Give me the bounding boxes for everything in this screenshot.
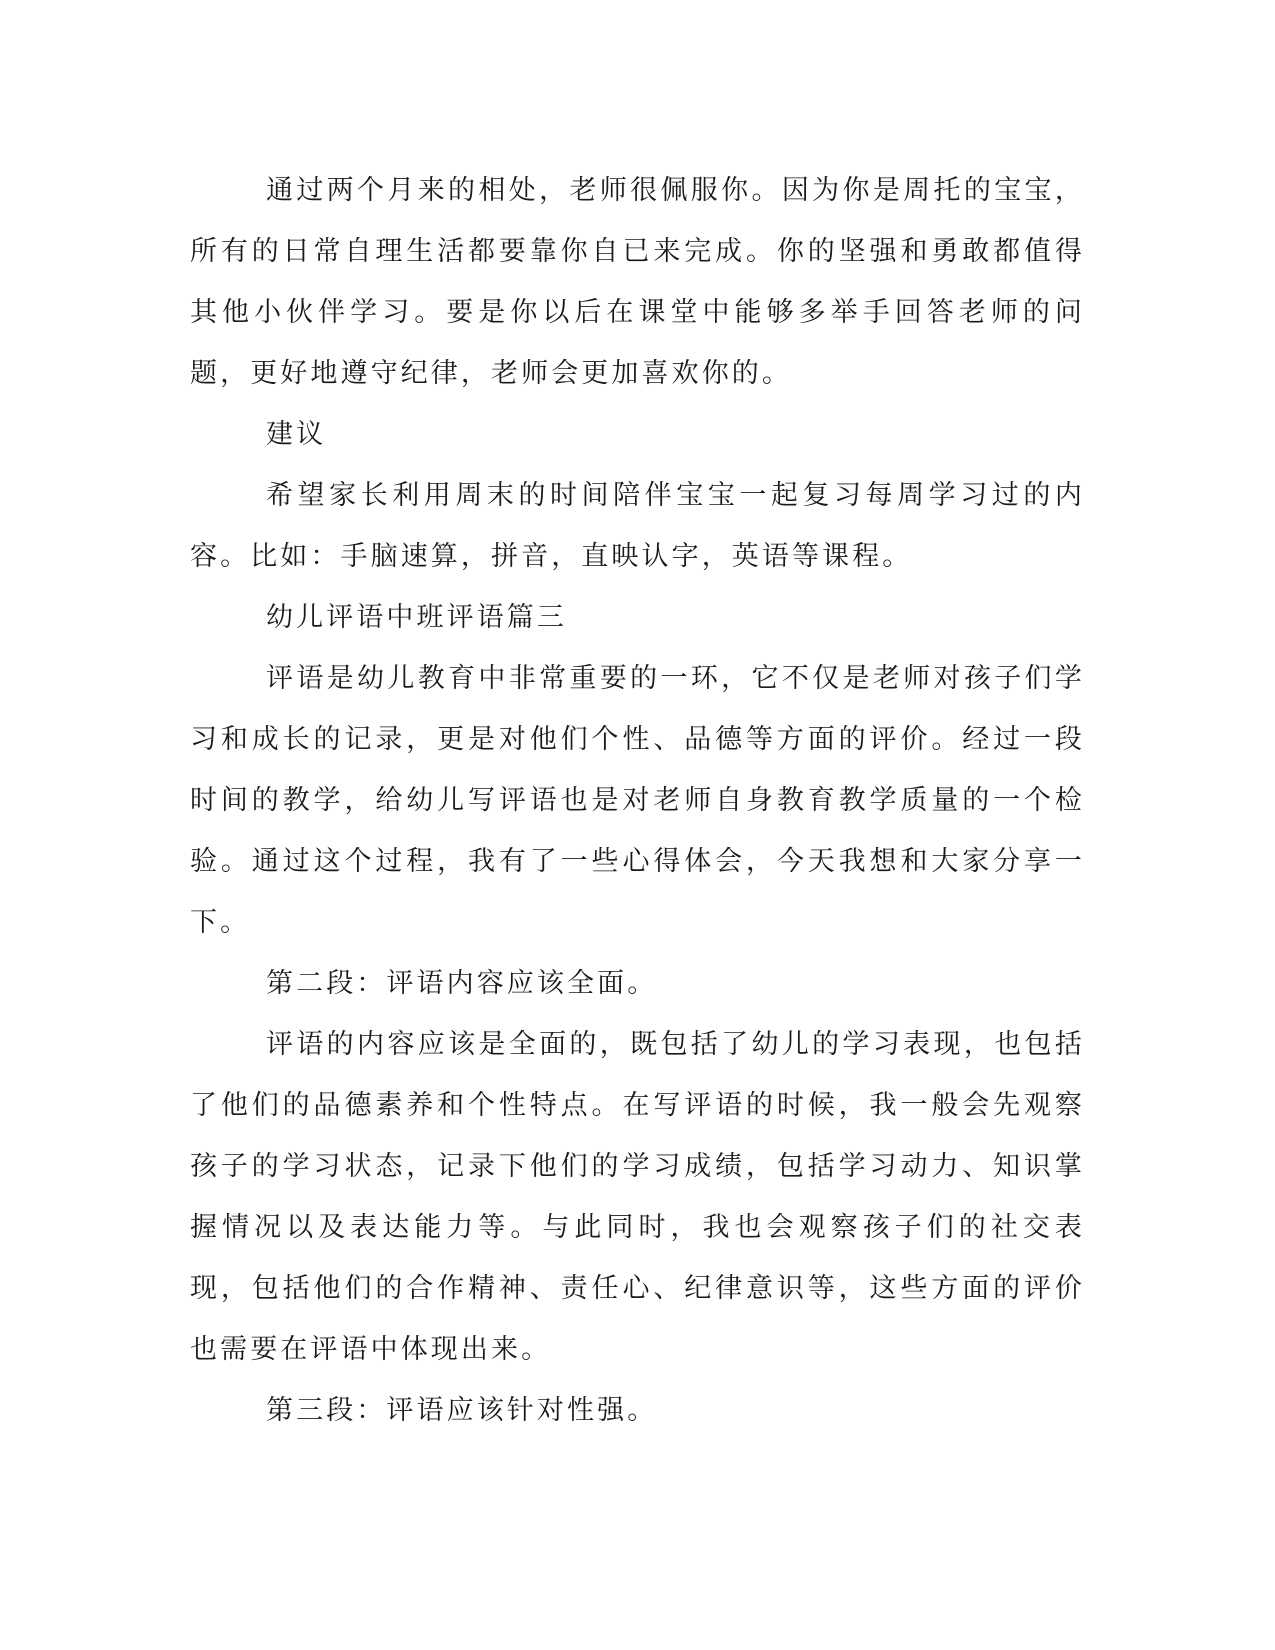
heading-section-three: 第三段：评语应该针对性强。 [266, 1395, 658, 1426]
paragraph-comment-to-child: 通过两个月来的相处，老师很佩服你。因为你是周托的宝宝，所有的日常自理生活都要靠你自已来完成。你的坚强和勇敢都值得其他小伙伴学习。要是你以后在课堂中能够多举手回答老师的问题，更好地遵守纪律，老师会更加喜欢你的。 [190, 175, 1085, 389]
document-body [190, 160, 1085, 1441]
paragraph-intro: 评语是幼儿教育中非常重要的一环，它不仅是老师对孩子们学习和成长的记录，更是对他们个性、品德等方面的评价。经过一段时间的教学，给幼儿写评语也是对老师自身教育教学质量的一个检验。通过这个过程，我有了一些心得体会，今天我想和大家分享一下。 [190, 663, 1085, 938]
paragraph-section-two: 评语的内容应该是全面的，既包括了幼儿的学习表现，也包括了他们的品德素养和个性特点。在写评语的时候，我一般会先观察孩子的学习状态，记录下他们的学习成绩，包括学习动力、知识掌握情况以及表达能力等。与此同时，我也会观察孩子们的社交表现，包括他们的合作精神、责任心、纪律意识等，这些方面的评价也需要在评语中体现出来。 [190, 1029, 1085, 1365]
paragraph-suggestion: 希望家长利用周末的时间陪伴宝宝一起复习每周学习过的内容。比如：手脑速算，拼音，直映认字，英语等课程。 [190, 480, 1085, 572]
heading-section-two: 第二段：评语内容应该全面。 [266, 968, 658, 999]
heading-suggestion: 建议 [266, 419, 327, 450]
section-title-part-three: 幼儿评语中班评语篇三 [266, 602, 567, 633]
